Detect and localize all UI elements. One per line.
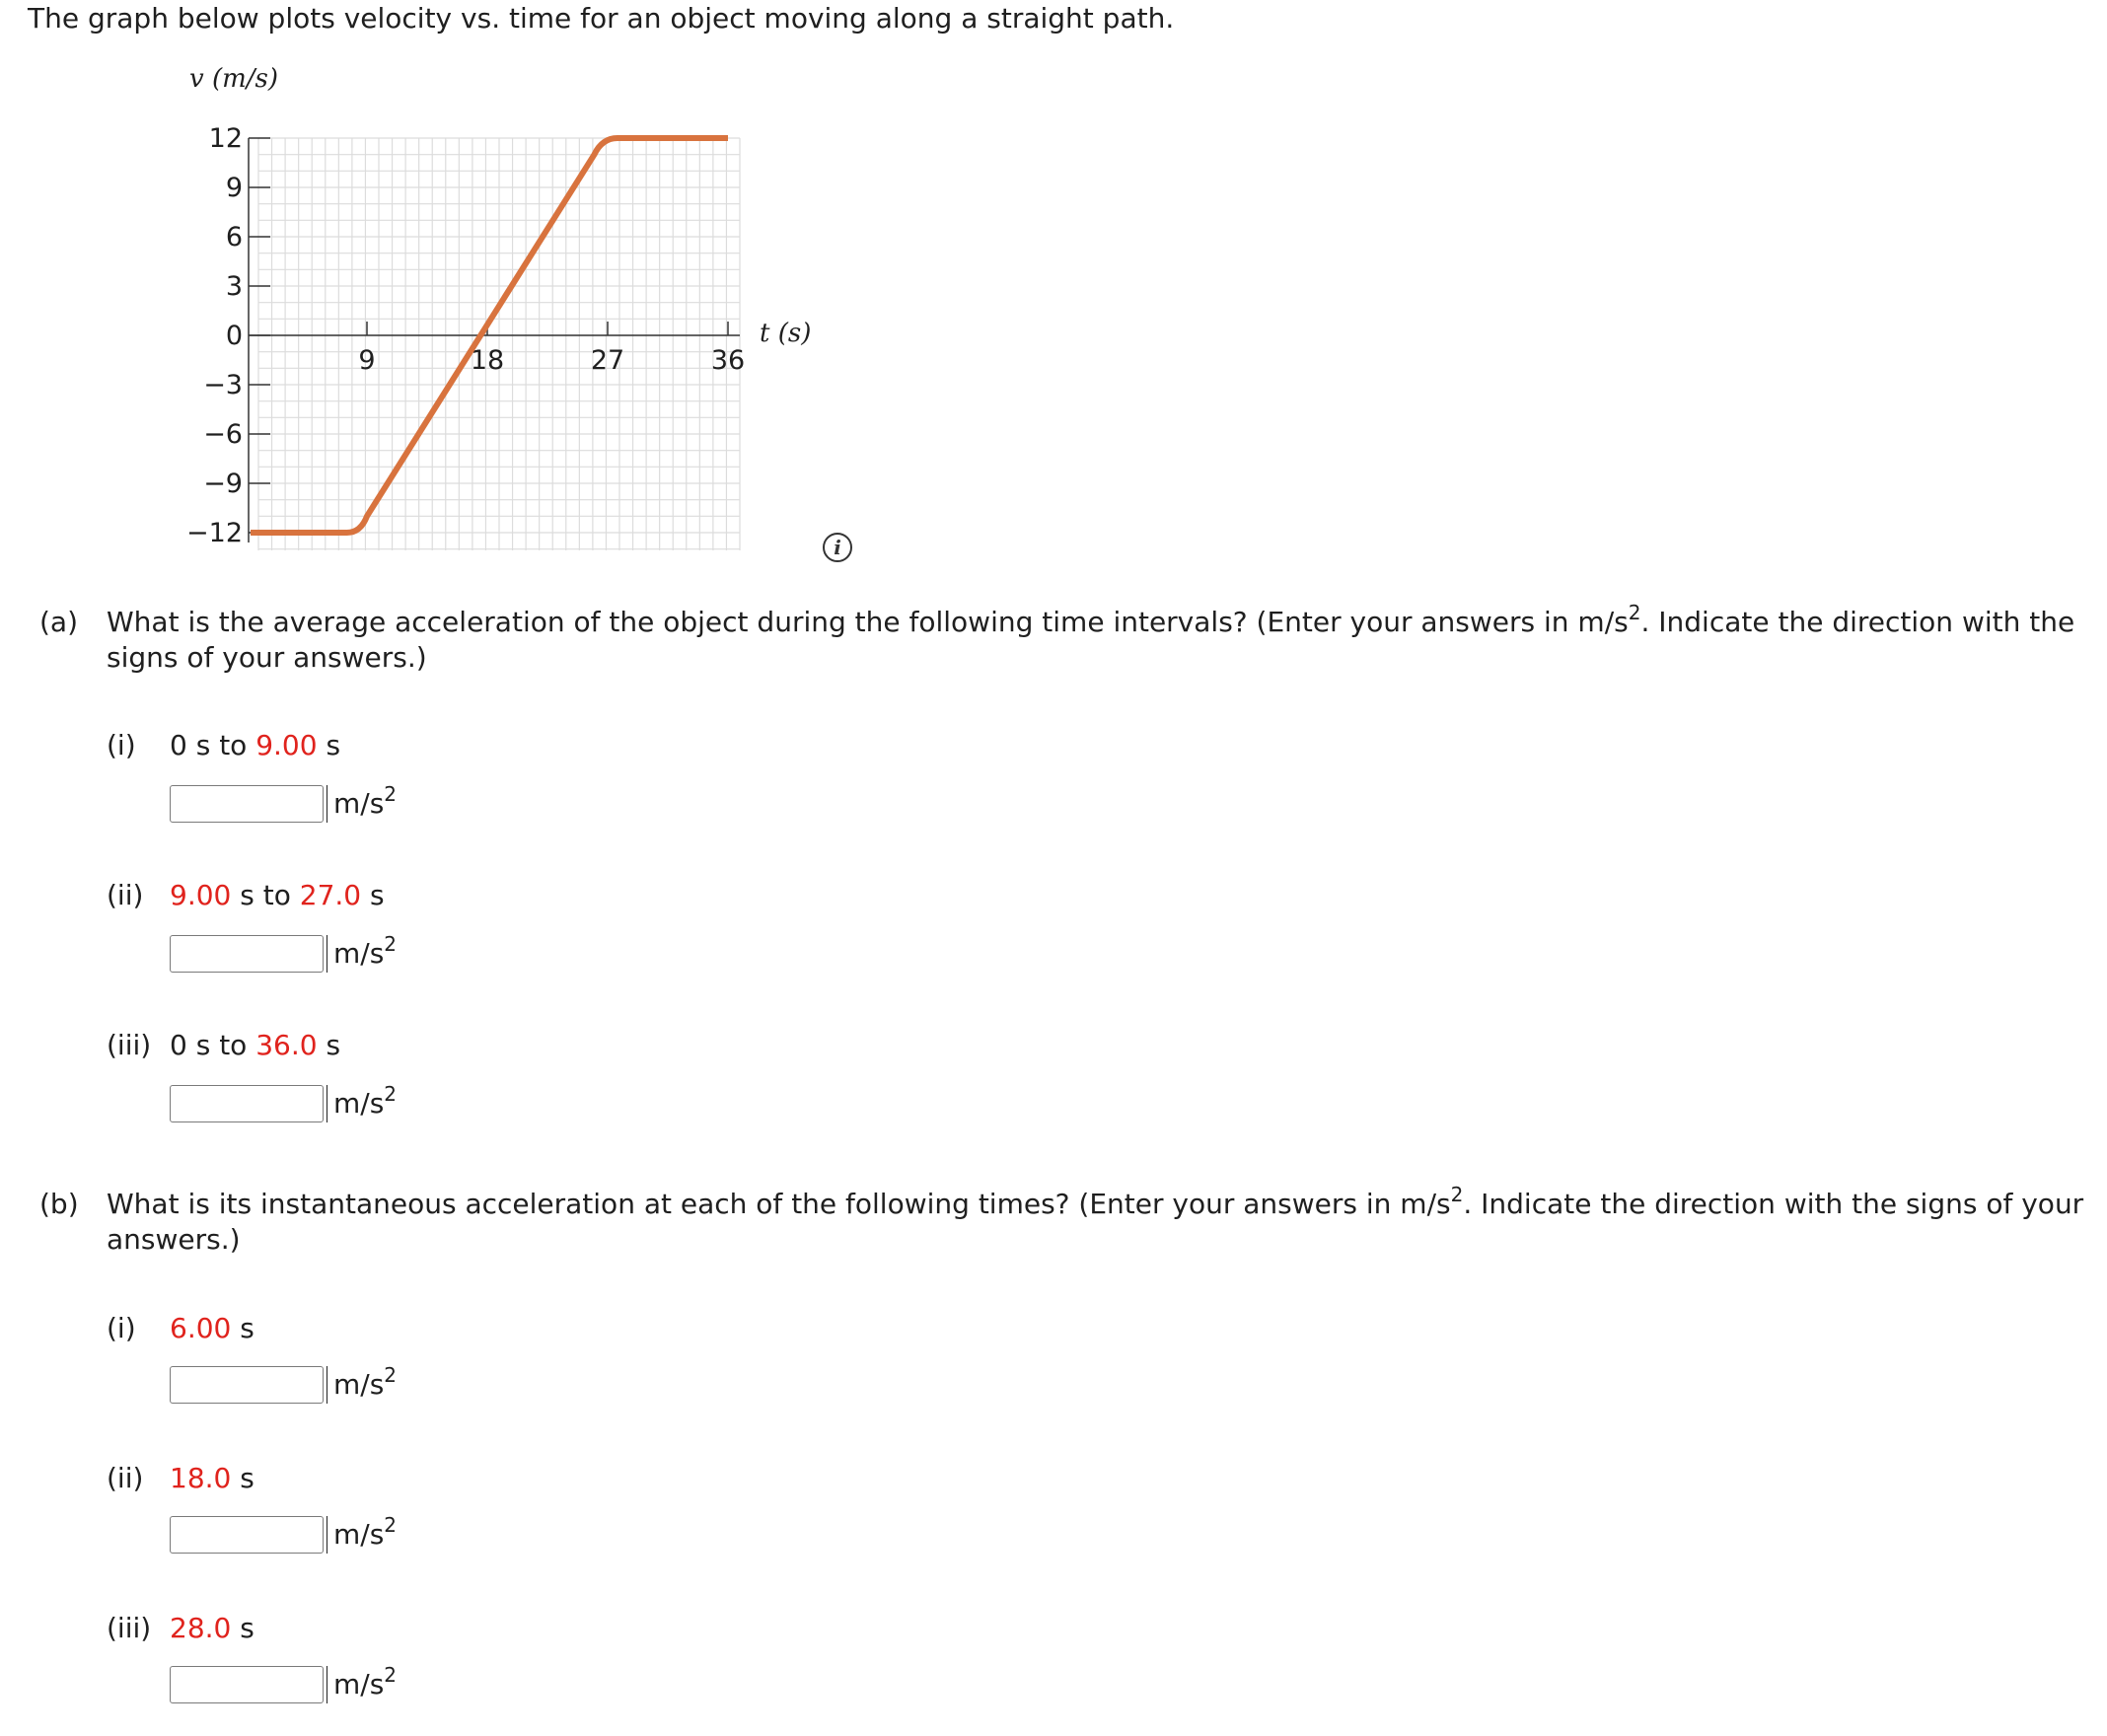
- part-b-question: What is its instantaneous acceleration at each of the following times? (Enter your answers in $m/s^2$. Indicate the direction with the signs of your answers.): [107, 1182, 2084, 1256]
- axes: [249, 138, 740, 542]
- y-tick-label: −12: [186, 518, 243, 548]
- part-b-answer-iii: [170, 1662, 398, 1709]
- part-a-question: What is the average acceleration of the object during the following time intervals? (Enter your answers in $m/s^2$. Indicate the direction with the signs of your answers.): [107, 600, 2075, 674]
- velocity-time-graph: [148, 59, 838, 572]
- unit-label: $m/s^2$: [327, 935, 397, 973]
- part-a-answer-i: [170, 781, 398, 829]
- unit-label: $m/s^2$: [327, 785, 397, 823]
- unit-label: $m/s^2$: [327, 1666, 397, 1703]
- y-tick-label: −9: [203, 469, 243, 499]
- answer-input-b-iii[interactable]: [170, 1666, 324, 1703]
- y-tick-label: 6: [225, 222, 243, 253]
- y-tick-label: −3: [203, 370, 243, 400]
- x-tick-label: 18: [470, 345, 505, 376]
- part-b-answer-ii: [170, 1512, 398, 1559]
- answer-input-a-ii[interactable]: [170, 935, 324, 973]
- y-tick-label: −6: [203, 419, 243, 450]
- answer-input-b-ii[interactable]: [170, 1516, 324, 1554]
- info-icon[interactable]: i: [823, 533, 852, 562]
- unit-label: $m/s^2$: [327, 1085, 397, 1122]
- x-tick-label: 9: [358, 345, 376, 376]
- intro-text: The graph below plots velocity vs. time for an object moving along a straight path.: [28, 2, 1175, 35]
- unit-label: $m/s^2$: [327, 1516, 397, 1554]
- y-tick-label: 0: [225, 321, 243, 351]
- grid: [258, 138, 740, 550]
- part-b-item-i: (i) 6.00 s: [107, 1312, 254, 1344]
- part-a-item-i: (i) 0 s to 9.00 s: [107, 729, 341, 761]
- unit-label: $m/s^2$: [327, 1366, 397, 1404]
- answer-input-b-i[interactable]: [170, 1366, 324, 1404]
- y-tick-label: 3: [225, 271, 243, 302]
- part-b-label: (b): [39, 1188, 79, 1220]
- x-tick-label: 36: [710, 345, 746, 376]
- part-a-answer-ii: [170, 931, 398, 978]
- part-b-item-iii: (iii) 28.0 s: [107, 1612, 254, 1644]
- answer-input-a-i[interactable]: [170, 785, 324, 823]
- part-b-answer-i: [170, 1362, 398, 1410]
- part-a-answer-iii: [170, 1081, 398, 1128]
- answer-input-a-iii[interactable]: [170, 1085, 324, 1122]
- y-tick-label: 9: [225, 173, 243, 203]
- part-b-item-ii: (ii) 18.0 s: [107, 1462, 254, 1494]
- x-tick-label: 27: [590, 345, 625, 376]
- y-tick-label: 12: [208, 123, 243, 154]
- x-axis-label: t (s): [760, 319, 812, 348]
- y-axis-label: v (m/s): [189, 64, 278, 94]
- part-a-item-ii: (ii) 9.00 s to 27.0 s: [107, 879, 385, 911]
- part-a-item-iii: (iii) 0 s to 36.0 s: [107, 1029, 341, 1061]
- part-a-label: (a): [39, 606, 79, 638]
